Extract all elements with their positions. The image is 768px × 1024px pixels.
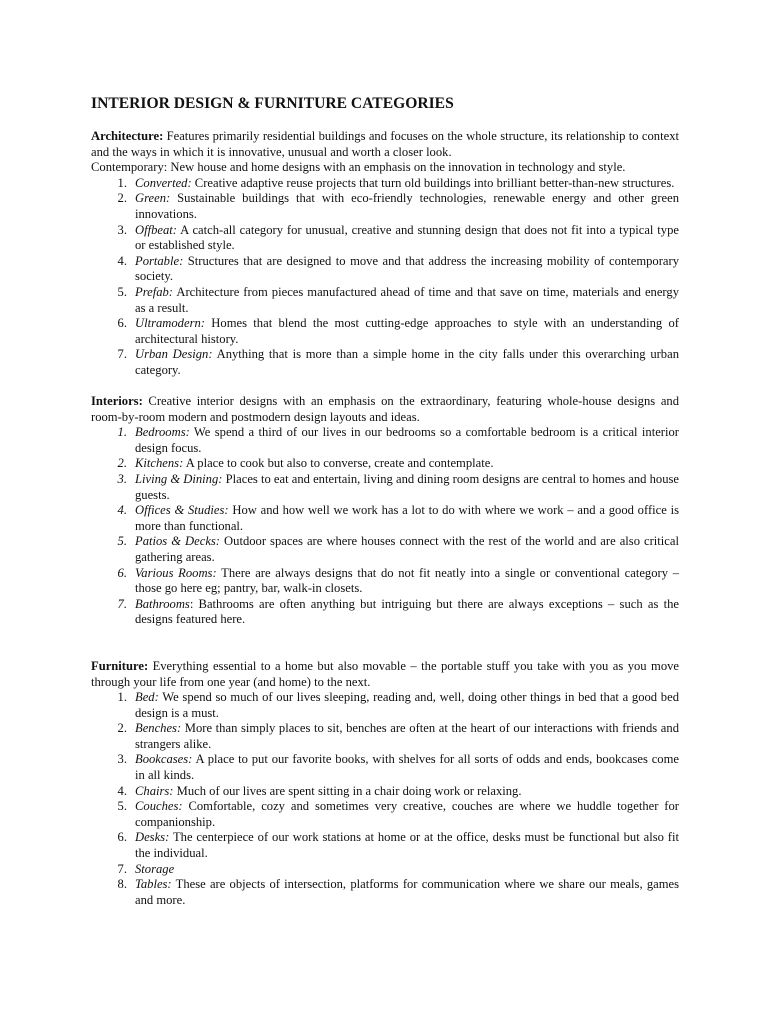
architecture-list [91, 176, 679, 379]
furniture-section [91, 659, 679, 909]
list-term: Bookcases: [135, 752, 193, 767]
list-item [91, 503, 679, 534]
document-page [91, 94, 679, 908]
list-item [91, 456, 679, 472]
list-item [91, 799, 679, 830]
list-item [91, 425, 679, 456]
list-text: Homes that blend the most cutting-edge approaches to style with an understanding of architectural history. [135, 316, 679, 346]
list-text: Outdoor spaces are where houses connect with the rest of the world and are also critical gathering areas. [135, 534, 679, 564]
list-term: Living & Dining: [135, 471, 223, 486]
list-text: Comfortable, cozy and sometimes very creative, couches are where we huddle together for companionship. [135, 799, 679, 829]
list-item [91, 830, 679, 861]
list-text: A place to cook but also to converse, create and contemplate. [183, 456, 494, 471]
list-item [91, 721, 679, 752]
list-term: Chairs: [135, 783, 174, 798]
list-text: These are objects of intersection, platforms for communication where we share our meals, games and more. [135, 877, 679, 907]
list-term: Tables: [135, 877, 172, 892]
list-text: Sustainable buildings that with eco-friendly technologies, renewable energy and other green innovations. [135, 191, 679, 221]
list-item [91, 191, 679, 222]
list-number: 3. [117, 471, 127, 486]
list-number: 6. [117, 316, 127, 331]
furniture-intro-text: Everything essential to a home but also movable – the portable stuff you take with you as you move through your life from one year (and home) to the next. [91, 658, 679, 689]
list-item [91, 223, 679, 254]
list-text: Places to eat and entertain, living and dining room designs are central to homes and house guests. [135, 471, 679, 502]
interiors-intro-text: Creative interior designs with an emphasis on the extraordinary, featuring whole-house designs and room-by-room modern and postmodern design layouts and ideas. [91, 394, 679, 424]
list-item [91, 472, 679, 503]
list-number: 4. [117, 783, 127, 798]
list-term: Urban Design: [135, 347, 213, 362]
list-text: : Bathrooms are often anything but intriguing but there are always exceptions – such as the designs featured here. [135, 596, 679, 627]
list-number: 2. [117, 191, 127, 206]
list-text: A place to put our favorite books, with shelves for all sorts of odds and ends, bookcases come in all kinds. [135, 752, 679, 783]
list-item [91, 254, 679, 285]
list-item [91, 862, 679, 878]
list-text: Architecture from pieces manufactured ahead of time and that save on time, materials and energy as a result. [135, 284, 679, 315]
list-text: How and how well we work has a lot to do with where we work – and a good office is more than functional. [135, 503, 679, 533]
list-term: Kitchens: [135, 456, 184, 471]
furniture-intro [91, 659, 679, 690]
list-number: 3. [117, 222, 127, 237]
list-text: There are always designs that do not fit neatly into a single or conventional category – those go here eg; pantry, bar, walk-in closets. [135, 565, 679, 596]
list-term: Desks: [135, 830, 170, 845]
list-text: A catch-all category for unusual, creative and stunning design that does not fit into a typical type or established style. [135, 222, 679, 253]
list-item [91, 877, 679, 908]
list-number: 3. [117, 752, 127, 767]
list-term: Green: [135, 191, 171, 206]
list-item [91, 597, 679, 628]
list-text: Structures that are designed to move and that address the increasing mobility of contemporary society. [135, 253, 679, 284]
list-term: Converted: [135, 175, 192, 190]
list-item [91, 784, 679, 800]
list-number: 8. [117, 877, 127, 892]
list-term: Prefab: [135, 284, 174, 299]
list-number: 7. [117, 861, 127, 876]
list-text: We spend a third of our lives in our bedrooms so a comfortable bedroom is a critical interior design focus. [135, 425, 679, 455]
list-term: Storage [135, 861, 175, 876]
list-item [91, 534, 679, 565]
architecture-intro-text: Features primarily residential buildings and focuses on the whole structure, its relationship to context and the ways in which it is innovative, unusual and worth a closer look. [91, 129, 679, 159]
list-term: Patios & Decks: [135, 534, 221, 549]
list-item [91, 347, 679, 378]
list-number: 6. [117, 830, 127, 845]
list-term: Bedrooms: [135, 425, 190, 440]
contemporary-line: Contemporary: New house and home designs with an emphasis on the innovation in technology and style. [91, 160, 626, 175]
list-number: 5. [117, 534, 127, 549]
list-item [91, 316, 679, 347]
list-text: Creative adaptive reuse projects that turn old buildings into brilliant better-than-new structures. [191, 175, 675, 190]
interiors-list [91, 425, 679, 628]
list-number: 1. [117, 175, 127, 190]
list-term: Bed: [135, 690, 159, 705]
list-term: Various Rooms: [135, 565, 217, 580]
list-number: 4. [117, 503, 127, 518]
list-text: The centerpiece of our work stations at home or at the office, desks must be functional but also fit the individual. [135, 830, 679, 861]
interiors-heading: Interiors: [91, 394, 143, 408]
architecture-section [91, 129, 679, 379]
list-term: Portable: [135, 253, 184, 268]
list-term: Offbeat: [135, 222, 177, 237]
list-term: Couches: [135, 799, 183, 814]
list-item [91, 752, 679, 783]
list-item [91, 566, 679, 597]
list-term: Ultramodern: [135, 316, 205, 331]
list-text: Much of our lives are spent sitting in a chair doing work or relaxing. [173, 783, 522, 798]
list-term: Bathrooms [135, 596, 190, 611]
interiors-intro [91, 394, 679, 425]
list-number: 7. [117, 347, 127, 362]
list-number: 1. [117, 690, 127, 705]
list-number: 5. [117, 284, 127, 299]
list-text: More than simply places to sit, benches are often at the heart of our interactions with friends and strangers alike. [135, 721, 679, 751]
list-text: We spend so much of our lives sleeping, reading and, well, doing other things in bed that a good bed design is a must. [135, 690, 679, 720]
list-number: 6. [117, 565, 127, 580]
interiors-section [91, 394, 679, 628]
list-number: 2. [117, 456, 127, 471]
furniture-heading: Furniture: [91, 658, 149, 673]
list-term: Offices & Studies: [135, 503, 229, 518]
list-number: 2. [117, 721, 127, 736]
page-title: INTERIOR DESIGN & FURNITURE CATEGORIES [91, 95, 454, 112]
architecture-heading: Architecture: [91, 129, 164, 143]
list-item [91, 176, 679, 192]
list-term: Benches: [135, 721, 182, 736]
list-number: 7. [117, 596, 127, 611]
list-number: 1. [117, 425, 127, 440]
list-number: 5. [117, 799, 127, 814]
list-number: 4. [117, 253, 127, 268]
furniture-list [91, 690, 679, 908]
architecture-intro [91, 129, 679, 160]
list-text: Anything that is more than a simple home in the city falls under this overarching urban category. [135, 347, 679, 377]
list-item [91, 285, 679, 316]
list-item [91, 690, 679, 721]
